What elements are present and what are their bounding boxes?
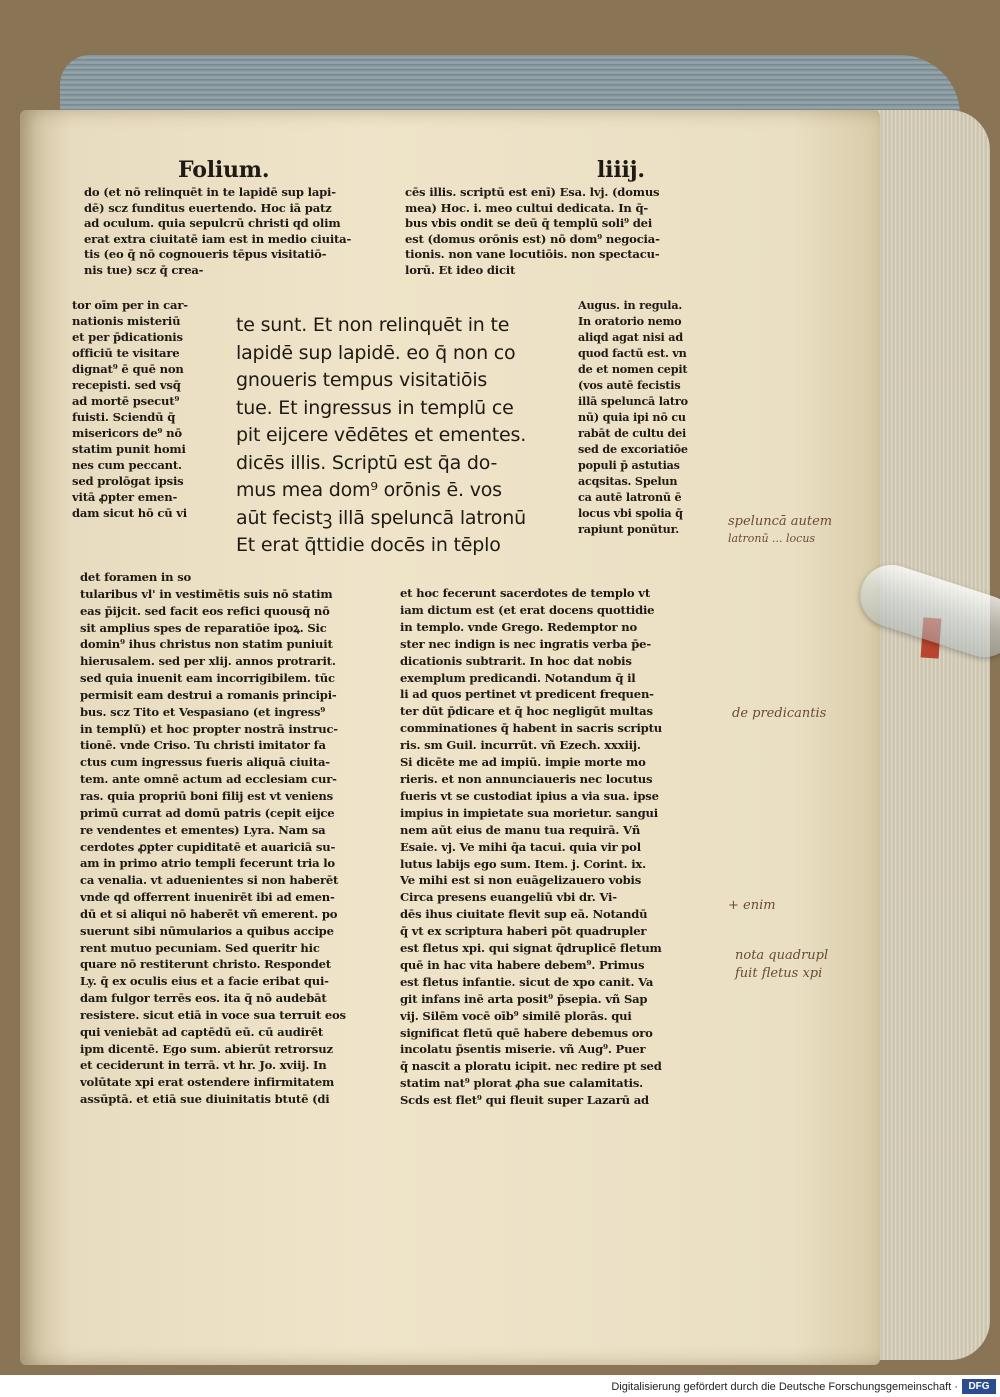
text-line: quare nō restiterunt christo. Respondet xyxy=(80,957,331,972)
text-column-left-narrow xyxy=(72,297,230,521)
text-line: acqsitas. Spelun xyxy=(578,474,678,488)
text-line: nes cum peccant. xyxy=(72,458,182,472)
text-line: tionē. vnde Criso. Tu christi imitator fa xyxy=(80,738,326,753)
text-line: est fletus xpi. qui signat q̄druplicē fletum xyxy=(400,941,662,956)
text-column-right-narrow xyxy=(578,297,718,537)
text-line: dēs ihus ciuitate flevit sup eā. Notandū xyxy=(400,907,648,922)
text-line: am in primo atrio templi fecerunt tria lo xyxy=(80,856,335,871)
marginal-note: de predicantis xyxy=(732,706,827,721)
text-line: et per p̄dicationis xyxy=(72,330,183,344)
text-line: Esaie. vj. Ve mihi q̄a tacui. quia vir pol xyxy=(400,839,641,854)
text-line: sit amplius spes de reparatiōe ipoꝝ. Sic xyxy=(80,620,327,635)
text-line: est fletus infantie. sicut de xpo canit. Va xyxy=(400,974,654,989)
text-line: lorū. Et ideo dicit xyxy=(405,262,516,277)
text-line: resistere. sicut etiā in voce sua terruit eos xyxy=(80,1007,346,1022)
text-line: aliqd agat nisi ad xyxy=(578,330,683,344)
text-line: Circa presens euangeliū vbi dr. Vi- xyxy=(400,890,617,905)
gospel-text-block xyxy=(236,312,566,560)
text-line: lapidē sup lapidē. eo q̄ non co xyxy=(236,341,516,364)
text-line: statim punit homi xyxy=(72,442,186,456)
text-line: li ad quos pertinet vt predicent frequen- xyxy=(400,687,654,702)
text-line: suerunt sibi nūmularios a quibus accipe xyxy=(80,923,334,938)
text-line: erat extra ciuitatē iam est in medio ciuita- xyxy=(84,231,352,246)
text-line: Et erat q̄ttidie docēs in tēplo xyxy=(236,534,501,556)
text-line: domin⁹ ihus christus non statim puniuit xyxy=(80,637,333,652)
text-line: hierusalem. sed per xlij. annos protrarit. xyxy=(80,654,336,669)
text-line: rent mutuo pecuniam. Sed queritr hic xyxy=(80,940,320,955)
text-line: Si dicēte me ad impiū. impie morte mo xyxy=(400,755,646,770)
text-line: ca autē latronū ē xyxy=(578,490,682,504)
text-line: Augus. in regula. xyxy=(578,298,683,312)
text-line: fueris vt se custodiat ipius a via sua. ipse xyxy=(400,788,659,803)
text-line: cēs illis. scriptū est enī) Esa. lvj. (domus xyxy=(405,185,660,199)
text-line: significat fletū quē habere debemus oro xyxy=(400,1025,653,1040)
dfg-logo: DFG xyxy=(962,1379,996,1394)
text-column-left-top xyxy=(84,185,384,279)
text-line: in templo. vnde Grego. Redemptor no xyxy=(400,619,638,634)
marginal-note: latronū ... locus xyxy=(728,532,816,545)
text-line: nis tue) scz q̄ crea- xyxy=(84,262,204,277)
marginal-note: speluncā autem xyxy=(728,514,833,529)
text-line: q̄ nascit a ploratu icipit. nec redire pt sed xyxy=(400,1059,662,1074)
text-line: Ve mihi est si non euāgelizauero vobis xyxy=(400,873,642,888)
text-line: bus vbis ondit se deū q̄ templū soli⁹ dei xyxy=(405,216,653,231)
marginal-note: + enim xyxy=(728,898,776,913)
text-line: recepisti. sed vsq̄ xyxy=(72,378,181,392)
text-line: aūt fecistꝫ illā speluncā latronū xyxy=(236,506,526,529)
text-line: de et nomen cepit xyxy=(578,362,688,376)
text-line: do (et nō relinquēt in te lapidē sup lapi- xyxy=(84,185,336,199)
marginal-note: nota quadrupl xyxy=(735,948,829,963)
text-line: rapiunt ponūtur. xyxy=(578,522,679,536)
text-line: ipm dicentē. Ego sum. abierūt retrorsuz xyxy=(80,1041,333,1056)
text-line: rabāt de cultu dei xyxy=(578,426,687,440)
text-line: pit eijcere vēdētes et ementes. xyxy=(236,424,527,446)
text-line: ad mortē psecut⁹ xyxy=(72,394,180,408)
text-line: dam sicut hō cū vi xyxy=(72,506,187,520)
text-line: dicationis subtrarit. In hoc dat nobis xyxy=(400,653,632,668)
text-line: dicēs illis. Scriptū est q̄a do- xyxy=(236,451,498,474)
text-line: tor oīm per in car- xyxy=(72,298,188,312)
text-line: cerdotes ꝓpter cupiditatē et auariciā su- xyxy=(80,839,336,854)
text-line: et hoc fecerunt sacerdotes de templo vt xyxy=(400,586,650,600)
text-line: est (domus orōnis est) nō dom⁹ negocia- xyxy=(405,231,660,246)
text-line: impius in impietate sua morietur. sangui xyxy=(400,805,658,820)
page-header-folio-number: liiij. xyxy=(597,157,645,183)
text-line: ras. quia propriū boni filij est vt veniens xyxy=(80,788,333,803)
text-line: primū currat ad domū patris (cepit eijce xyxy=(80,805,335,820)
text-line: sed de excoriatiōe xyxy=(578,442,688,456)
text-line: q̄ vt ex scriptura haberi pōt quadrupler xyxy=(400,924,647,939)
text-line: mea) Hoc. i. meo cultui dedicata. In q̄- xyxy=(405,200,649,215)
text-line: qui veniebāt ad captēdū eū. cū audirēt xyxy=(80,1024,324,1039)
text-line: rieris. et non annunciaueris nec locutus xyxy=(400,771,653,786)
text-line: quod factū est. vn xyxy=(578,346,687,360)
text-line: bus. scz Tito et Vespasiano (et ingress⁹ xyxy=(80,704,326,719)
text-line: iam dictum est (et erat docens quottidie xyxy=(400,602,655,617)
text-line: tem. ante omnē actum ad ecclesiam cur- xyxy=(80,772,337,787)
text-line: assūptā. et etiā sue diuinitatis btutē (di xyxy=(80,1092,330,1107)
text-line: ter dūt p̄dicare et q̄ hoc negligūt multas xyxy=(400,704,653,719)
text-line: sed quia inuenit eam incorrigibilem. tūc xyxy=(80,671,335,686)
text-line: ris. sm Guil. incurrūt. vñ Ezech. xxxiij. xyxy=(400,738,641,753)
text-line: gnoueris tempus visitatiōis xyxy=(236,369,488,391)
text-line: misericors de⁹ nō xyxy=(72,426,182,440)
text-line: dam fulgor terrēs eos. ita q̄ nō audebāt xyxy=(80,991,327,1006)
text-line: dū et si aliqui nō haberēt vñ emerent. po xyxy=(80,906,338,921)
text-line: git infans inē arta posit⁹ p̄sepia. vñ Sap xyxy=(400,991,648,1006)
text-column-right-bottom xyxy=(400,585,716,1109)
text-line: vitā ꝓpter emen- xyxy=(72,490,178,504)
text-line: Ly. q̄ ex oculis eius et a facie eribat qui- xyxy=(80,974,329,989)
text-line: dē) scz funditus euertendo. Hoc iā patz xyxy=(84,200,332,215)
text-line: tionis. non vane locutiōis. non spectacu- xyxy=(405,247,660,262)
funding-credit: Digitalisierung gefördert durch die Deutsche Forschungsgemeinschaft · xyxy=(611,1381,958,1393)
text-line: et ceciderunt in terrā. vt hr. Jo. xviij. In xyxy=(80,1058,327,1073)
text-line: volūtate xpi erat ostendere infirmitatem xyxy=(80,1075,335,1090)
text-line: nū) quia ipi nō cu xyxy=(578,410,686,424)
text-line: ster nec indign is nec ingratis verba p̄e- xyxy=(400,636,651,651)
text-line: officiū te visitare xyxy=(72,346,180,360)
text-line: statim nat⁹ plorat ꝓha sue calamitatis. xyxy=(400,1076,643,1091)
text-line: eas p̄ijcit. sed facit eos refici quousq̄ nō xyxy=(80,603,330,618)
text-line: nem aūt eius de manu tua requirā. Vñ xyxy=(400,822,641,837)
text-line: populi p̄ astutias xyxy=(578,458,680,472)
text-line: sed prolōgat ipsis xyxy=(72,474,184,488)
text-line: mus mea dom⁹ orōnis ē. vos xyxy=(236,479,502,501)
text-line: dignat⁹ ē quē non xyxy=(72,362,184,376)
text-line: permisit eam destrui a romanis principi- xyxy=(80,687,337,702)
text-line: quē in hac vita habere debem⁹. Primus xyxy=(400,957,645,972)
text-line: vnde qd offerrent inuenirēt ibi ad emen- xyxy=(80,890,335,905)
text-line: in templū) et hoc propter nostrā instruc- xyxy=(80,721,338,736)
text-line: te sunt. Et non relinquēt in te xyxy=(236,314,510,336)
text-line: comminationes q̄ habent in sacris scriptu xyxy=(400,721,662,736)
text-line: tularibus vl' in vestimētis suis nō statim xyxy=(80,586,333,601)
text-line: fuisti. Sciendū q̄ xyxy=(72,410,176,424)
text-line: illā speluncā latro xyxy=(578,394,688,408)
text-line: locus vbi spolia q̄ xyxy=(578,506,683,520)
text-line: nationis misteriū xyxy=(72,314,181,328)
text-line: exemplum predicandi. Notandum q̄ il xyxy=(400,670,636,685)
text-line: (vos autē fecistis xyxy=(578,378,681,392)
text-line: tis (eo q̄ nō cognoueris tēpus visitatiō- xyxy=(84,247,327,262)
page-header-folium: Folium. xyxy=(178,157,270,183)
text-column-right-top xyxy=(405,185,715,279)
marginal-note: fuit fletus xpi xyxy=(735,966,823,981)
text-line: tue. Et ingressus in templū ce xyxy=(236,396,514,419)
text-column-left-bottom xyxy=(80,569,388,1108)
text-line: incolatu p̄sentis miserie. vñ Aug⁹. Puer xyxy=(400,1042,646,1057)
text-line: Scds est flet⁹ qui fleuit super Lazarū ad xyxy=(400,1093,649,1108)
text-line: In oratorio nemo xyxy=(578,314,682,328)
text-line: lutus labijs ego sum. Item. j. Corint. ix. xyxy=(400,856,646,871)
text-line: ca venalia. vt aduenientes si non haberēt xyxy=(80,873,339,888)
text-line: det foramen in so xyxy=(80,570,192,584)
text-line: ctus cum ingressus fueris aliquā ciuita- xyxy=(80,755,330,770)
text-line: vij. Silēm vocē oīb⁹ similē plorās. qui xyxy=(400,1008,632,1023)
text-line: re vendentes et ementes) Lyra. Nam sa xyxy=(80,822,326,837)
text-line: ad oculum. quia sepulcrū christi qd olim xyxy=(84,216,341,231)
